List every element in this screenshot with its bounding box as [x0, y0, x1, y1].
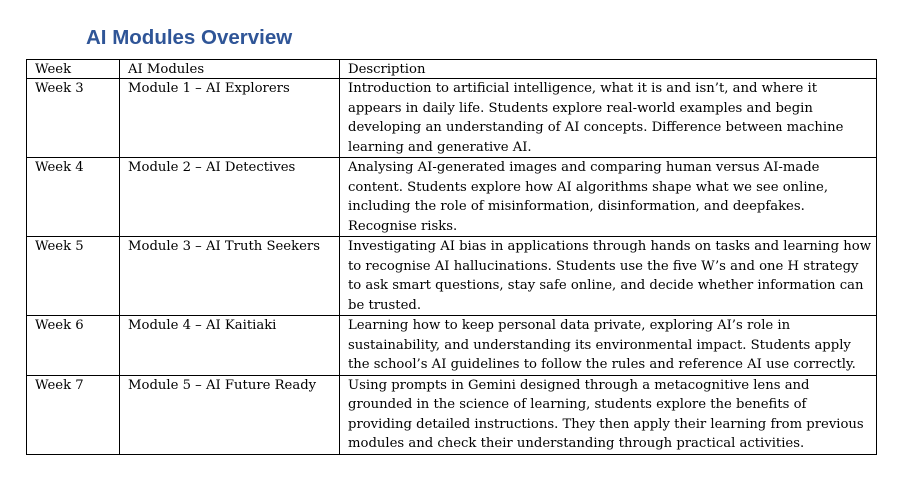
table-row	[27, 237, 877, 316]
module-cell: Module 1 – AI Explorers	[120, 79, 340, 158]
table-row	[27, 158, 877, 237]
table-header-row	[27, 60, 877, 79]
column-header-week: Week	[27, 60, 120, 79]
module-cell: Module 4 – AI Kaitiaki	[120, 316, 340, 376]
description-cell: Analysing AI-generated images and comparing human versus AI-made content. Students explore how AI algorithms shape what we see online, including the role of misinformation, disinformation, and deepfakes. Recognise risks.	[340, 158, 877, 237]
page-title: AI Modules Overview	[86, 26, 293, 49]
description-cell: Learning how to keep personal data private, exploring AI’s role in sustainability, and understanding its environmental impact. Students apply the school’s AI guidelines to follow the rules and reference AI use correctly.	[340, 316, 877, 376]
week-cell: Week 3	[27, 79, 120, 158]
table-row	[27, 375, 877, 454]
description-cell: Introduction to artificial intelligence, what it is and isn’t, and where it appears in daily life. Students explore real-world examples and begin developing an understanding of AI concepts. Difference between machine learning and generative AI.	[340, 79, 877, 158]
table-row	[27, 79, 877, 158]
description-cell: Investigating AI bias in applications through hands on tasks and learning how to recognise AI hallucinations. Students use the five W’s and one H strategy to ask smart questions, stay safe online, and decide whether information can be trusted.	[340, 237, 877, 316]
description-cell: Using prompts in Gemini designed through a metacognitive lens and grounded in the science of learning, students explore the benefits of providing detailed instructions. They then apply their learning from previous modules and check their understanding through practical activities.	[340, 375, 877, 454]
module-cell: Module 2 – AI Detectives	[120, 158, 340, 237]
week-cell: Week 4	[27, 158, 120, 237]
module-cell: Module 3 – AI Truth Seekers	[120, 237, 340, 316]
module-cell: Module 5 – AI Future Ready	[120, 375, 340, 454]
table-row	[27, 316, 877, 376]
column-header-description: Description	[340, 60, 877, 79]
week-cell: Week 6	[27, 316, 120, 376]
week-cell: Week 5	[27, 237, 120, 316]
modules-table	[26, 59, 877, 455]
column-header-modules: AI Modules	[120, 60, 340, 79]
week-cell: Week 7	[27, 375, 120, 454]
